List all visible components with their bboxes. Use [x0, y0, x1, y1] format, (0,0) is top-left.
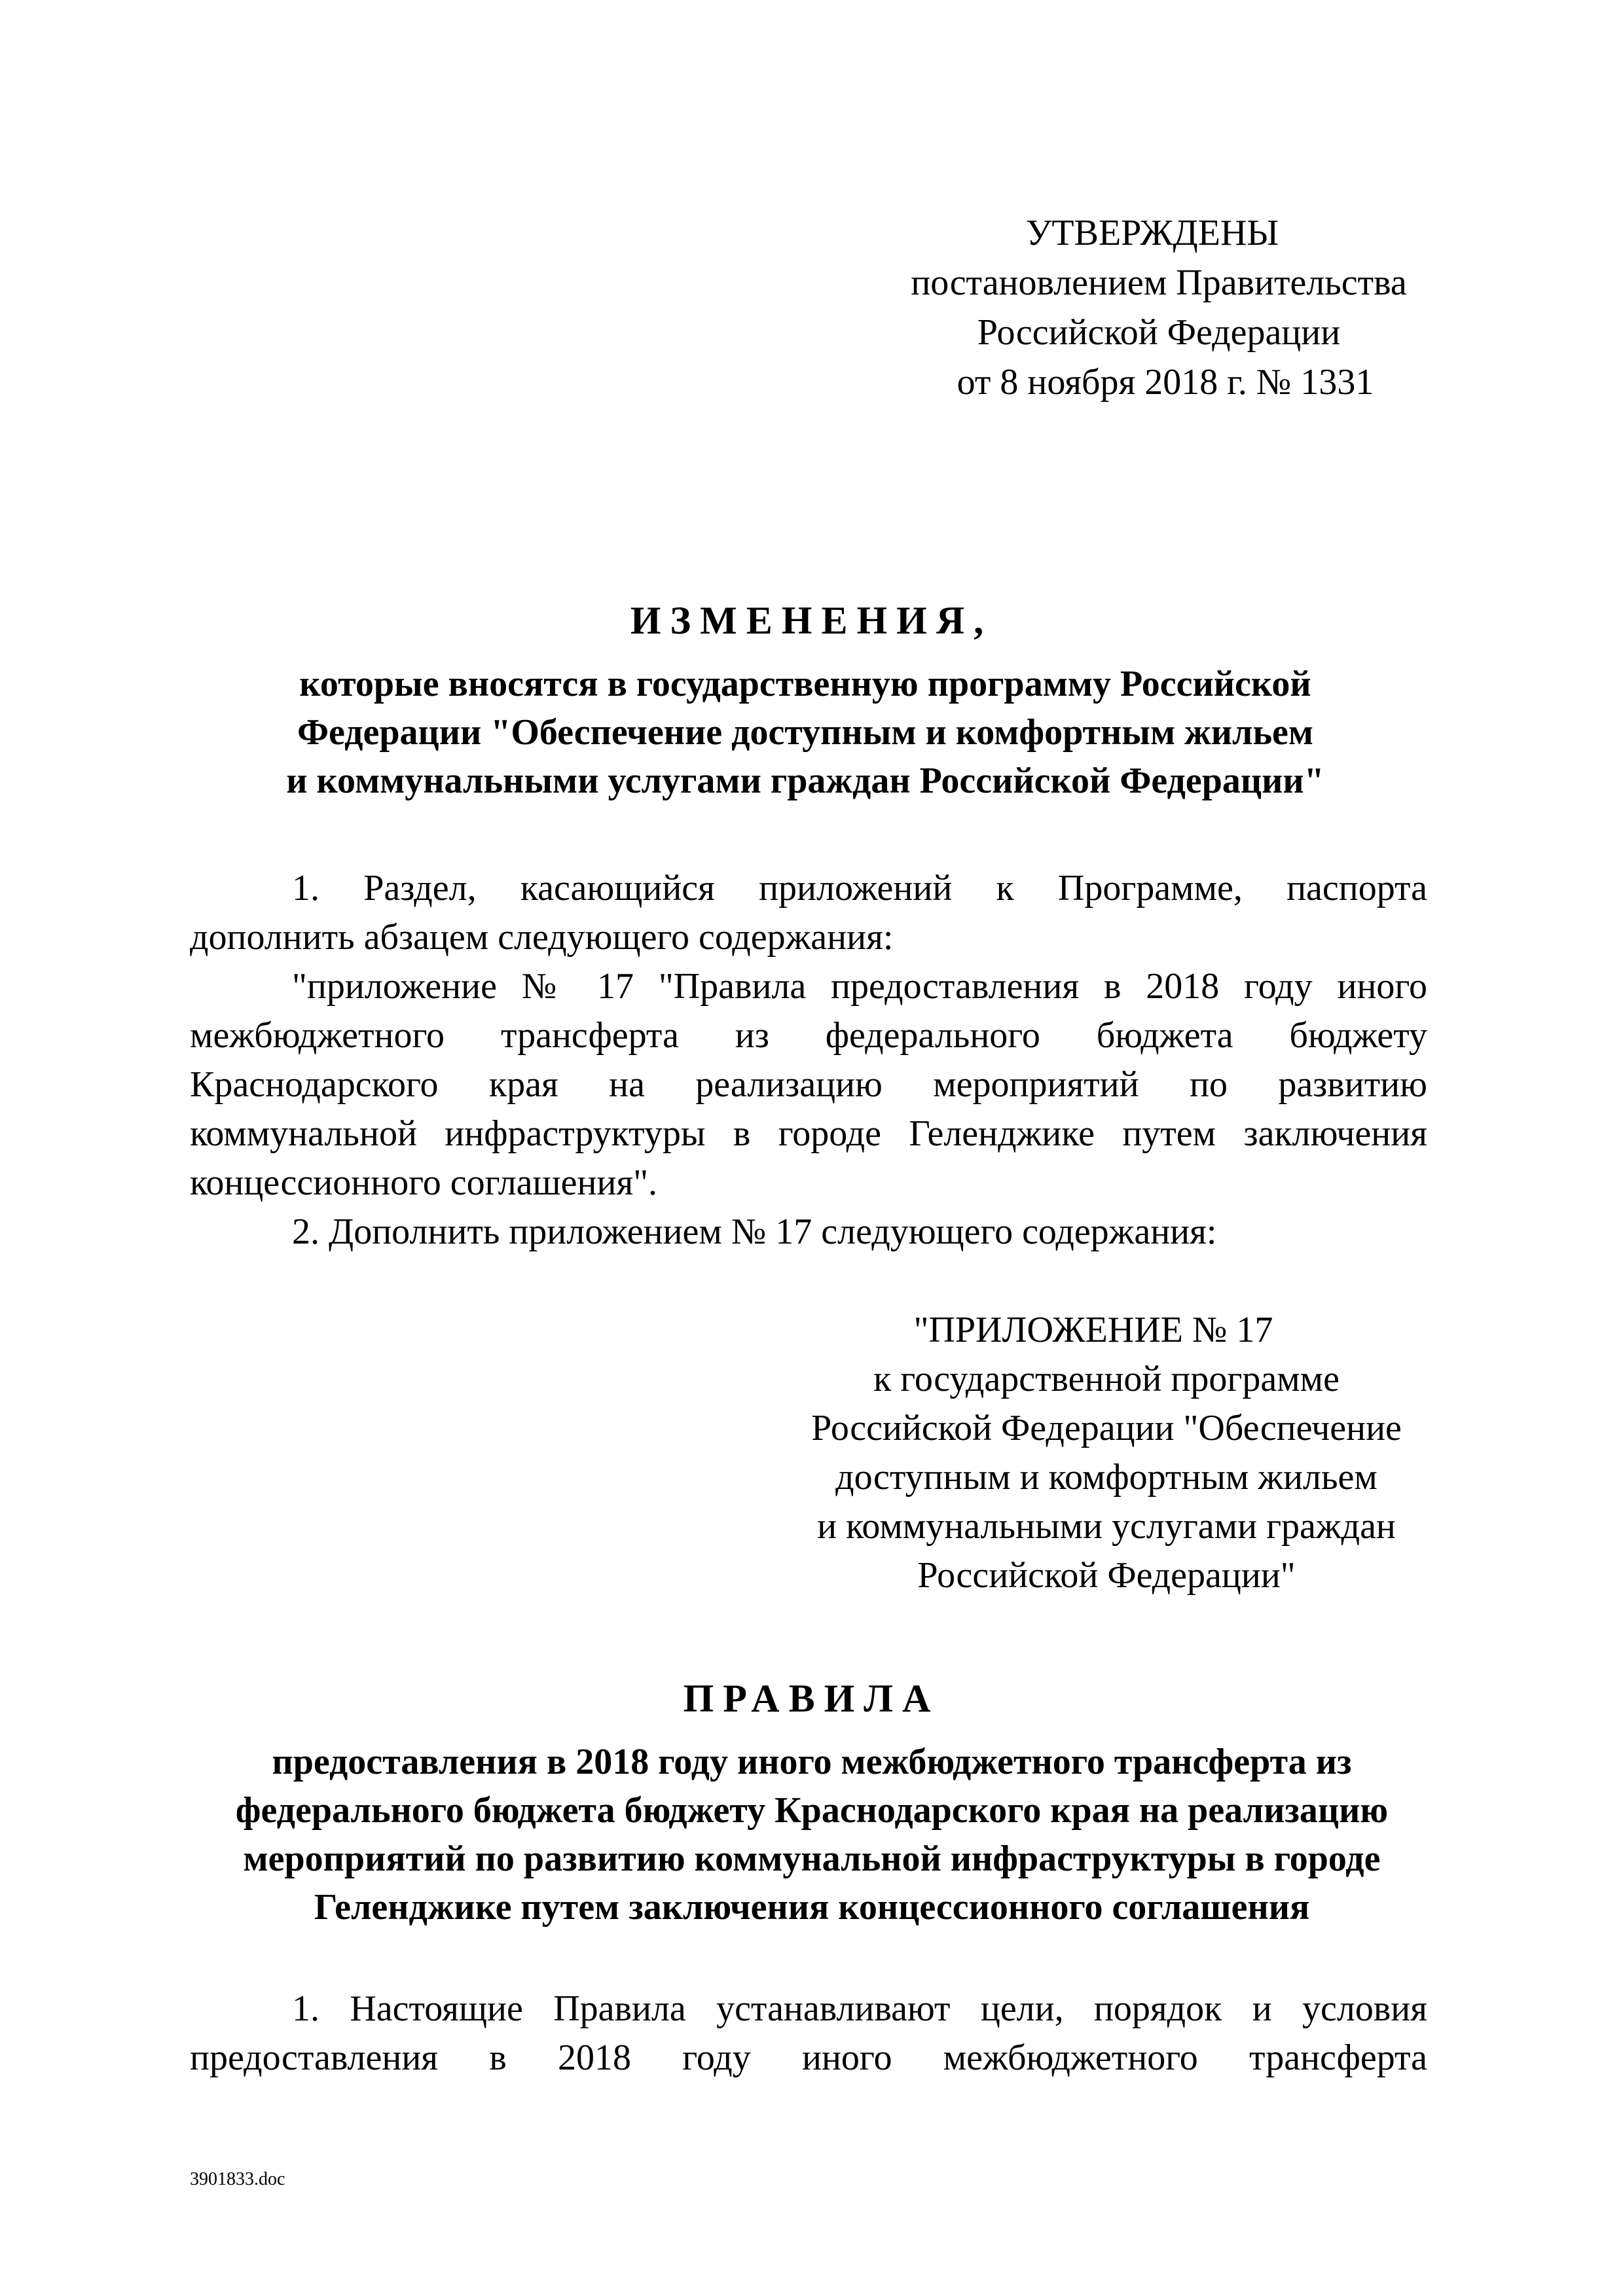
annex-title: "ПРИЛОЖЕНИЕ № 17	[913, 1310, 1273, 1350]
paragraph-line: "приложение № 17 "Правила предоставления в 2018 году иного	[292, 966, 1427, 1007]
rules-subtitle-line: мероприятий по развитию коммунальной инфраструктуры в городе	[243, 1839, 1381, 1879]
paragraph-line: концессионного соглашения".	[190, 1162, 658, 1203]
paragraph-line: межбюджетного трансферта из федерального бюджета бюджету	[190, 1015, 1427, 1056]
changes-subtitle	[196, 660, 1414, 805]
paragraph-line: предоставления в 2018 году иного межбюджетного трансферта	[190, 2037, 1427, 2078]
decree-date: от 8 ноября 2018 г. № 1331	[957, 362, 1374, 403]
rules-subtitle	[170, 1738, 1453, 1931]
changes-subtitle-line: которые вносятся в государственную программу Российской	[299, 664, 1311, 704]
annex-line: Российской Федерации"	[917, 1555, 1296, 1596]
changes-subtitle-line: и коммунальными услугами граждан Российской Федерации"	[286, 761, 1324, 801]
annex-line: доступным и комфортным жильем	[835, 1457, 1377, 1498]
rules-subtitle-line: федерального бюджета бюджету Краснодарского края на реализацию	[235, 1790, 1389, 1831]
approval-stamp	[864, 208, 1453, 407]
paragraph-line: 2. Дополнить приложением № 17 следующего содержания:	[292, 1211, 1217, 1252]
paragraph-line: Краснодарского края на реализацию мероприятий по развитию	[190, 1064, 1427, 1105]
annex-header	[773, 1306, 1440, 1600]
rules-subtitle-line: Геленджике путем заключения концессионного соглашения	[314, 1887, 1310, 1928]
approval-line-2: Российской Федерации	[977, 312, 1341, 353]
annex-line: к государственной программе	[873, 1359, 1340, 1399]
section-1-text	[190, 864, 1427, 1257]
approval-line-1: постановлением Правительства	[911, 262, 1407, 303]
paragraph-line: коммунальной инфраструктуры в городе Геленджике путем заключения	[190, 1113, 1427, 1154]
paragraph-line: 1. Настоящие Правила устанавливают цели, порядок и условия	[292, 1988, 1427, 2029]
annex-line: и коммунальными услугами граждан	[817, 1506, 1396, 1547]
paragraph-line: 1. Раздел, касающийся приложений к Программе, паспорта	[292, 868, 1427, 908]
rules-title: ПРАВИЛА	[683, 1677, 940, 1720]
changes-subtitle-line: Федерации "Обеспечение доступным и комфортным жильем	[297, 712, 1314, 753]
footer-file-name: 3901833.doc	[190, 2169, 285, 2189]
rules-subtitle-line: предоставления в 2018 году иного межбюджетного трансферта из	[272, 1742, 1352, 1782]
annex-line: Российской Федерации "Обеспечение	[811, 1408, 1402, 1448]
changes-title: ИЗМЕНЕНИЯ,	[630, 599, 993, 642]
paragraph-line: дополнить абзацем следующего содержания:	[190, 917, 894, 958]
rules-paragraph-1	[190, 1984, 1427, 2083]
approved-heading: УТВЕРЖДЕНЫ	[1025, 213, 1279, 253]
